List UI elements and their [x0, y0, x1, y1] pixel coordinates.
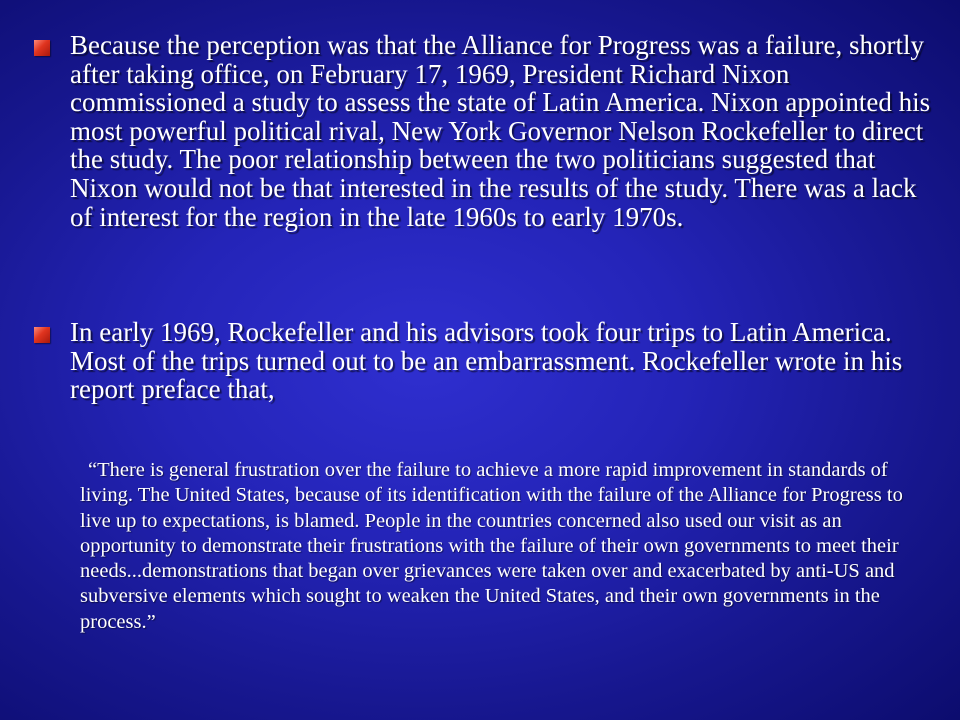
bullet-square-icon: [34, 327, 50, 343]
bullet-text: Because the perception was that the Alliance for Progress was a failure, shortly after taking office, on February 17, 1969, President Richard Nixon commissioned a study to assess the state of Latin America. Nixon appointed his most powerful political rival, New York Governor Nelson Rockefeller to direct the study. The poor relationship between the two politicians suggested that Nixon would not be that interested in the results of the study. There was a lack of interest for the region in the late 1960s to early 1970s.: [70, 30, 931, 232]
quote-text: “There is general frustration over the failure to achieve a more rapid improvement in standards of living. The United States, because of its identification with the failure of the Alliance for Progress to live up to expectations, is blamed. People in the countries concerned also used our visit as an opportunity to demonstrate their frustrations with the failure of their own governments to meet their needs...demonstrations that began over grievances were taken over and exacerbated by anti-US and subversive elements which sought to weaken the United States, and their own governments in the process.”: [80, 459, 903, 633]
bullet-square-icon: [34, 40, 50, 56]
bullet-text: In early 1969, Rockefeller and his advisors took four trips to Latin America. Most of the trips turned out to be an embarrassment. Rockefeller wrote in his report preface that,: [70, 317, 903, 405]
report-quote: [80, 458, 930, 635]
